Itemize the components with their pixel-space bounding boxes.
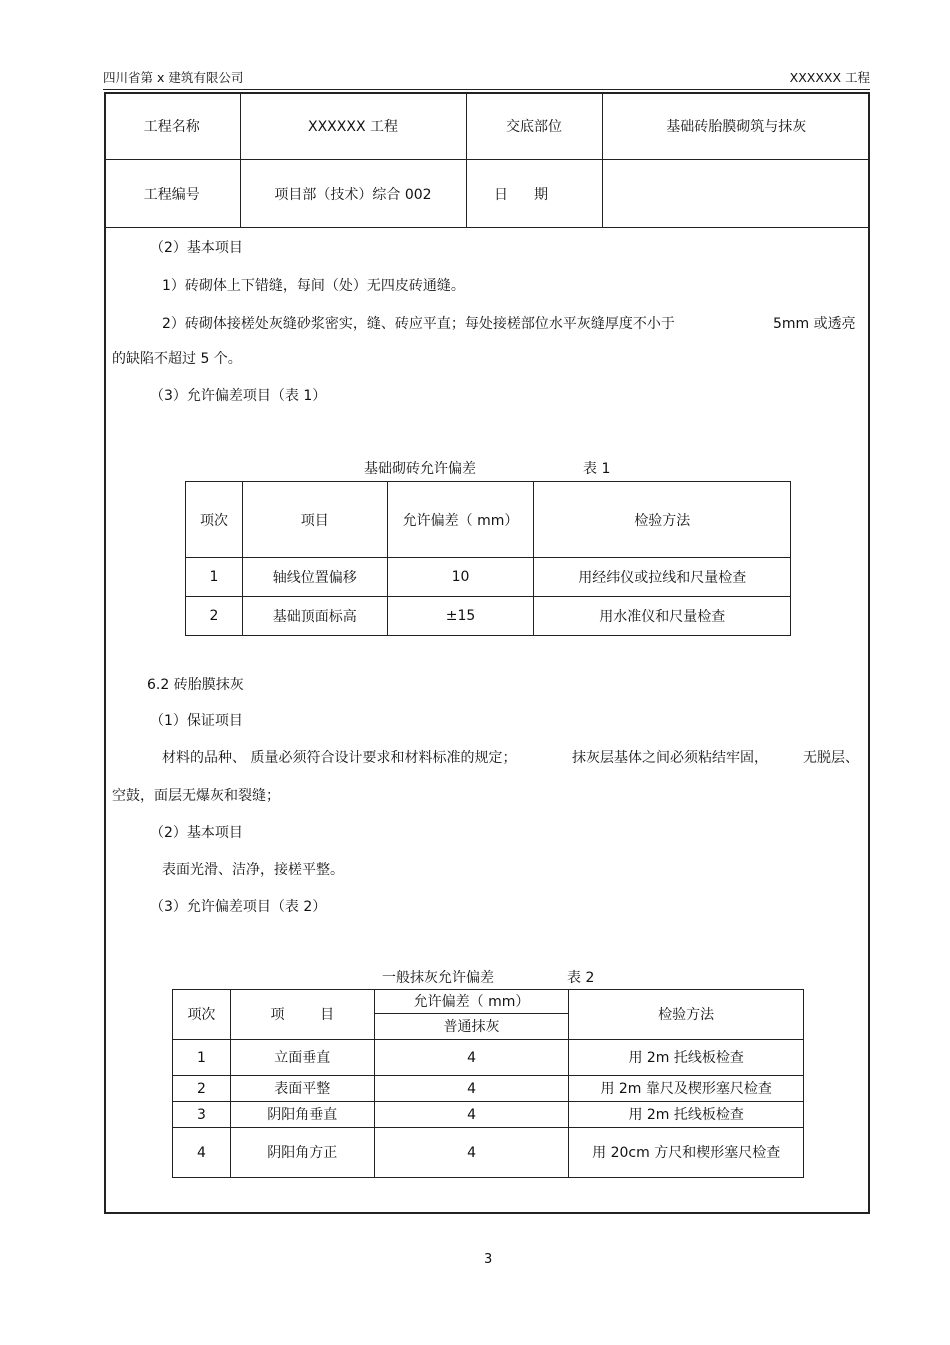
basic-item-2-tail: 的缺陷不超过 5 个。 bbox=[112, 351, 242, 367]
guarantee-text-a: 材料的品种、 质量必须符合设计要求和材料标准的规定； bbox=[162, 750, 517, 766]
project-code-value: 项目部（技术）综合 002 bbox=[240, 160, 466, 228]
guarantee-items-title: （1）保证项目 bbox=[150, 713, 243, 729]
guarantee-text-c: 无脱层、 bbox=[803, 750, 859, 766]
table2-cell: 1 bbox=[173, 1040, 231, 1076]
basic-items-title-2: （2）基本项目 bbox=[150, 825, 243, 841]
table-row bbox=[173, 1040, 804, 1076]
project-info-table bbox=[104, 92, 870, 228]
tolerance-title-1: （3）允许偏差项目（表 1） bbox=[150, 388, 327, 404]
table2-cell: 4 bbox=[374, 1102, 569, 1128]
date-value bbox=[602, 160, 870, 228]
table2-caption: 一般抹灰允许偏差 bbox=[382, 970, 494, 986]
table2-cell: 4 bbox=[374, 1076, 569, 1102]
page-number: 3 bbox=[484, 1252, 493, 1267]
table1-cell: 基础顶面标高 bbox=[242, 597, 387, 636]
table1-cell: ±15 bbox=[387, 597, 534, 636]
table1-header-method: 检验方法 bbox=[534, 482, 791, 558]
guarantee-text-d: 空鼓，面层无爆灰和裂缝； bbox=[112, 788, 280, 804]
header-rule bbox=[103, 89, 870, 90]
basic-item-1: 1）砖砌体上下错缝，每间（处）无四皮砖通缝。 bbox=[162, 278, 465, 294]
table2-header-no: 项次 bbox=[173, 990, 231, 1040]
table1-header-item: 项目 bbox=[242, 482, 387, 558]
table1-header-tolerance: 允许偏差（ mm） bbox=[387, 482, 534, 558]
table2-number: 表 2 bbox=[567, 970, 595, 986]
table2-cell: 4 bbox=[374, 1040, 569, 1076]
table2-cell: 3 bbox=[173, 1102, 231, 1128]
table1-caption: 基础砌砖允许偏差 bbox=[364, 461, 476, 477]
handover-part-label: 交底部位 bbox=[466, 92, 602, 160]
project-code-label: 工程编号 bbox=[104, 160, 240, 228]
project-name-label: 工程名称 bbox=[104, 92, 240, 160]
table2-cell: 4 bbox=[173, 1128, 231, 1178]
table1-header-row bbox=[186, 482, 791, 558]
table2-cell: 阴阳角方正 bbox=[230, 1128, 374, 1178]
basic-item-2-cont: 5mm 或透亮 bbox=[773, 316, 856, 332]
table2-cell: 4 bbox=[374, 1128, 569, 1178]
table2-cell: 表面平整 bbox=[230, 1076, 374, 1102]
table2-cell: 用 2m 托线板检查 bbox=[569, 1102, 804, 1128]
table2-cell: 立面垂直 bbox=[230, 1040, 374, 1076]
table2-header-method: 检验方法 bbox=[569, 990, 804, 1040]
table1-cell: 1 bbox=[186, 558, 243, 597]
table2-header-normal-plaster: 普通抹灰 bbox=[374, 1014, 569, 1040]
table2-cell: 2 bbox=[173, 1076, 231, 1102]
table1-cell: 2 bbox=[186, 597, 243, 636]
table2-cell: 用 20cm 方尺和楔形塞尺检查 bbox=[569, 1128, 804, 1178]
basic-item-2: 2）砖砌体接槎处灰缝砂浆密实，缝、砖应平直；每处接槎部位水平灰缝厚度不小于 bbox=[162, 316, 675, 332]
info-row-code bbox=[104, 160, 870, 228]
header-company: 四川省第 x 建筑有限公司 bbox=[103, 70, 244, 85]
table1-cell: 用经纬仪或拉线和尺量检查 bbox=[534, 558, 791, 597]
table1-cell: 10 bbox=[387, 558, 534, 597]
table-foundation-tolerance bbox=[185, 481, 791, 636]
project-name-value: XXXXXX 工程 bbox=[240, 92, 466, 160]
table-row bbox=[186, 558, 791, 597]
guarantee-text-b: 抹灰层基体之间必须粘结牢固， bbox=[572, 750, 768, 766]
table2-cell: 用 2m 靠尺及楔形塞尺检查 bbox=[569, 1076, 804, 1102]
table-plaster-tolerance bbox=[172, 989, 804, 1178]
basic-items-title: （2）基本项目 bbox=[150, 240, 243, 256]
header-project: XXXXXX 工程 bbox=[789, 70, 870, 85]
table2-cell: 用 2m 托线板检查 bbox=[569, 1040, 804, 1076]
table-row bbox=[173, 1076, 804, 1102]
table1-number: 表 1 bbox=[583, 461, 611, 477]
date-label: 日期 bbox=[466, 160, 602, 228]
table1-cell: 用水准仪和尺量检查 bbox=[534, 597, 791, 636]
table2-header-item: 项 目 bbox=[230, 990, 374, 1040]
table2-cell: 阴阳角垂直 bbox=[230, 1102, 374, 1128]
basic-text-2: 表面光滑、洁净，接槎平整。 bbox=[162, 862, 344, 878]
table-row bbox=[173, 1102, 804, 1128]
table2-header-row bbox=[173, 990, 804, 1014]
info-row-name bbox=[104, 92, 870, 160]
table1-cell: 轴线位置偏移 bbox=[242, 558, 387, 597]
table1-header-no: 项次 bbox=[186, 482, 243, 558]
tolerance-title-2: （3）允许偏差项目（表 2） bbox=[150, 899, 327, 915]
table-row bbox=[186, 597, 791, 636]
handover-part-value: 基础砖胎膜砌筑与抹灰 bbox=[602, 92, 870, 160]
table-row bbox=[173, 1128, 804, 1178]
section-6-2-title: 6.2 砖胎膜抹灰 bbox=[147, 677, 244, 693]
table2-header-tolerance: 允许偏差（ mm） bbox=[374, 990, 569, 1014]
